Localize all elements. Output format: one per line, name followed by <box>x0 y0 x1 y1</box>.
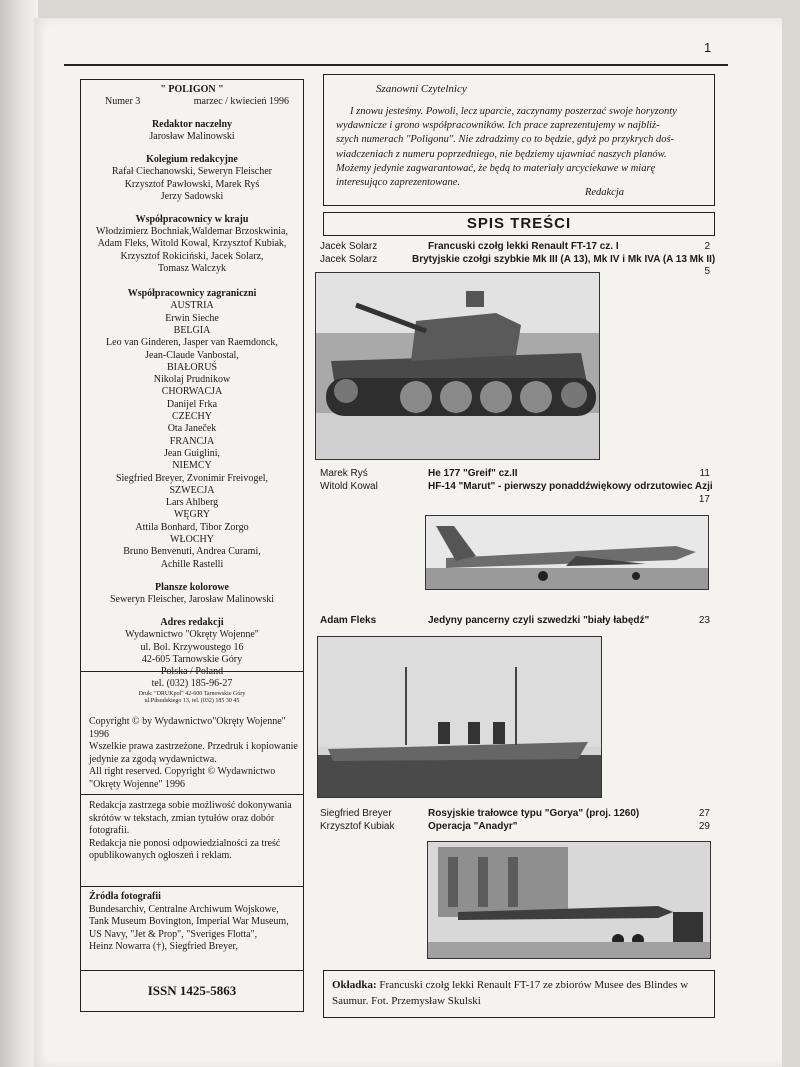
foreign-line: Jean-Claude Vanbostal, <box>145 349 239 361</box>
editorial-line: Możemy jedynie zagwarantować, że będą to materiały arcyciekawe w miarę <box>336 162 656 174</box>
toc-page: 2 <box>704 241 710 252</box>
sources-heading: Źródła fotografii <box>89 891 161 902</box>
foreign-line: SZWECJA <box>169 484 215 496</box>
rights-line: opublikowanych ogłoszeń i reklam. <box>89 850 232 861</box>
rights-line: skrótów w tekstach, zmian tytułów oraz dobór <box>89 812 275 824</box>
foreign-line: NIEMCY <box>172 460 212 472</box>
foreign-line: Danijel Frka <box>166 398 218 410</box>
domestic-line: Adam Fleks, Witold Kowal, Krzysztof Kubiak, <box>97 238 287 250</box>
editorial-signature: Redakcja <box>584 187 624 198</box>
tank-photo <box>315 272 600 460</box>
editorial-line: wiadczeniach z numeru poprzedniego, nie będziemy ujawniać naszych planów. <box>336 148 667 160</box>
binding-shadow <box>0 0 38 1067</box>
toc-author: Jacek Solarz <box>320 254 378 265</box>
address-line: 42-605 Tarnowskie Góry <box>141 653 243 665</box>
sources-line: Tank Museum Bovington, Imperial War Museum, <box>89 916 289 927</box>
toc-title[interactable]: Operacja "Anadyr" <box>428 821 518 832</box>
toc-author: Marek Ryś <box>320 468 368 479</box>
toc-author: Adam Fleks <box>320 615 377 626</box>
editorial-line: I znowu jesteśmy. Powoli, lecz uparcie, zaczynamy poszerzać swoje horyzonty <box>350 106 677 117</box>
copyright-line: "Okręty Wojenne" 1996 <box>89 778 186 790</box>
masthead-box <box>80 79 304 1012</box>
toc-page: 11 <box>699 468 710 479</box>
foreign-line: Lars Ahlberg <box>165 497 219 509</box>
board-line: Rafał Ciechanowski, Seweryn Fleischer <box>112 166 272 178</box>
copyright-line: Wszelkie prawa zastrzeżone. Przedruk i kopiowanie <box>89 741 298 752</box>
foreign-line: Attila Bonhard, Tibor Zorgo <box>135 521 249 533</box>
foreign-heading: Współpracownicy zagraniczni <box>127 288 257 300</box>
toc-author: Siegfried Breyer <box>320 808 392 819</box>
foreign-line: Achille Rastelli <box>160 558 224 570</box>
foreign-line: WŁOCHY <box>170 534 214 546</box>
tank-photo-image <box>316 273 599 459</box>
toc-title[interactable]: Jedyny pancerny czyli szwedzki "biały łabędź" <box>428 615 650 626</box>
contents-heading: SPIS TREŚCI <box>323 212 715 236</box>
toc-title[interactable]: HF-14 "Marut" - pierwszy ponaddźwiękowy odrzutowiec Azji <box>428 481 713 492</box>
editorial-text <box>336 105 706 190</box>
foreign-line: Nikolaj Prudnikow <box>153 374 231 386</box>
issn: ISSN 1425-5863 <box>147 983 237 998</box>
editorial-box <box>323 74 715 206</box>
editorial-greeting: Szanowni Czytelnicy <box>376 83 467 95</box>
plates-names: Seweryn Fleischer, Jarosław Malinowski <box>109 593 274 605</box>
copyright-line: All right reserved. Copyright © Wydawnictwo <box>89 766 276 777</box>
foreign-line: Leo van Ginderen, Jasper van Raemdonck, <box>106 337 278 349</box>
missile-photo <box>427 841 711 959</box>
toc-page: 5 <box>704 266 710 277</box>
header-rule <box>64 64 728 66</box>
staff-section <box>81 80 303 704</box>
copyright-section <box>81 713 303 795</box>
address-line: ul. Bol. Krzywoustego 16 <box>140 641 244 653</box>
toc-author: Krzysztof Kubiak <box>320 821 395 832</box>
toc-page: 23 <box>698 615 710 626</box>
sources-line: US Navy, "Jet & Prop", "Sveriges Flotta", <box>89 928 258 940</box>
toc-author: Jacek Solarz <box>320 241 378 252</box>
address-line: Polska / Poland <box>160 666 224 678</box>
board-heading: Kolegium redakcyjne <box>146 154 238 166</box>
editor-name: Jarosław Malinowski <box>149 131 235 142</box>
foreign-line: Bruno Benvenuti, Andrea Curami, <box>123 546 261 558</box>
sources-line: Heinz Nowarra (†), Siegfried Breyer, <box>89 941 238 952</box>
toc-author: Witold Kowal <box>320 481 378 492</box>
foreign-line: Jean Guiglini, <box>163 447 221 459</box>
domestic-line: Krzysztof Rokiciński, Jacek Solarz, <box>120 250 264 262</box>
cover-note <box>323 970 715 1018</box>
domestic-heading: Współpracownicy w kraju <box>135 214 249 226</box>
editorial-line: wydawnicze i grono współpracowników. Ich prace zaprezentujemy w najbliż- <box>336 120 660 132</box>
issue-date: marzec / kwiecień 1996 <box>193 96 289 107</box>
toc-title[interactable]: Rosyjskie trałowce typu "Gorya" (proj. 1260) <box>428 808 640 819</box>
rights-section <box>81 795 303 887</box>
toc-title[interactable]: Brytyjskie czołgi szybkie Mk III (A 13), Mk IV i Mk IVA (A 13 Mk II) <box>412 254 716 265</box>
foreign-line: BIAŁORUŚ <box>166 361 217 373</box>
address-line: tel. (032) 185-96-27 <box>151 678 233 690</box>
ship-photo-image <box>318 637 601 797</box>
toc-title[interactable]: He 177 "Greif" cz.II <box>428 468 518 479</box>
copyright-line: Copyright © by Wydawnictwo"Okręty Wojenne" <box>89 716 286 727</box>
domestic-line: Włodzimierz Bochniak,Waldemar Brzoskwinia, <box>96 226 288 238</box>
missile-photo-image <box>428 842 710 958</box>
cover-label: Okładka: <box>332 979 377 991</box>
rights-line: Redakcja zastrzega sobie możliwość dokonywania <box>89 800 292 811</box>
foreign-line: Erwin Sieche <box>165 312 219 324</box>
rights-line: Redakcja nie ponosi odpowiedzialności za treść <box>89 837 281 849</box>
foreign-line: AUSTRIA <box>170 300 214 312</box>
printer-line: Druk: "DRUKpol" 42-600 Tarnowskie Góry <box>138 690 246 697</box>
rights-line: fotografii. <box>89 825 130 836</box>
address-heading: Adres redakcji <box>160 617 224 629</box>
jet-photo-image <box>426 516 708 589</box>
issue-number: Numer 3 <box>105 96 141 107</box>
editorial-line: szych numerach "Poligonu". Nie zdradzimy co to będzie, gdyż po przykrych doś- <box>336 134 675 146</box>
address-line: Wydawnictwo "Okręty Wojenne" <box>125 629 259 641</box>
toc-page: 17 <box>698 494 710 505</box>
copyright-line: jedynie za zgodą wydawnictwa. <box>89 753 217 765</box>
printer-line: ul.Piłsudskiego 13, tel. (032) 185 30 45 <box>144 697 240 704</box>
editorial-line: interesująco zaprezentowane. <box>336 177 461 189</box>
toc-title[interactable]: Francuski czołg lekki Renault FT-17 cz. I <box>428 241 619 252</box>
foreign-line: WĘGRY <box>173 509 211 521</box>
foreign-line: CZECHY <box>172 411 212 423</box>
plates-heading: Plansze kolorowe <box>155 581 229 593</box>
foreign-line: Siegfried Breyer, Zvonimir Freivogel, <box>115 472 269 484</box>
ship-photo <box>317 636 602 798</box>
jet-photo <box>425 515 709 590</box>
sources-section <box>81 887 303 971</box>
copyright-line: 1996 <box>89 728 109 740</box>
toc-page: 29 <box>698 821 710 832</box>
foreign-line: BELGIA <box>173 324 211 336</box>
toc-page: 27 <box>698 808 710 819</box>
editor-heading: Redaktor naczelny <box>151 119 233 130</box>
page-number: 1 <box>704 40 712 55</box>
foreign-line: CHORWACJA <box>161 386 223 398</box>
domestic-line: Tomasz Walczyk <box>157 263 226 275</box>
sources-line: Bundesarchiv, Centralne Archiwum Wojskowe, <box>89 903 279 915</box>
foreign-line: FRANCJA <box>169 435 215 447</box>
board-line: Jerzy Sadowski <box>160 190 224 202</box>
board-line: Krzysztof Pawłowski, Marek Ryś <box>124 178 260 190</box>
cover-text: Francuski czołg lekki Renault FT-17 ze zbiorów Musee des Blindes w Saumur. Fot. Przemysław Skulski <box>332 979 689 1007</box>
magazine-title: " POLIGON " <box>160 84 224 95</box>
foreign-line: Ota Janeček <box>167 423 217 435</box>
